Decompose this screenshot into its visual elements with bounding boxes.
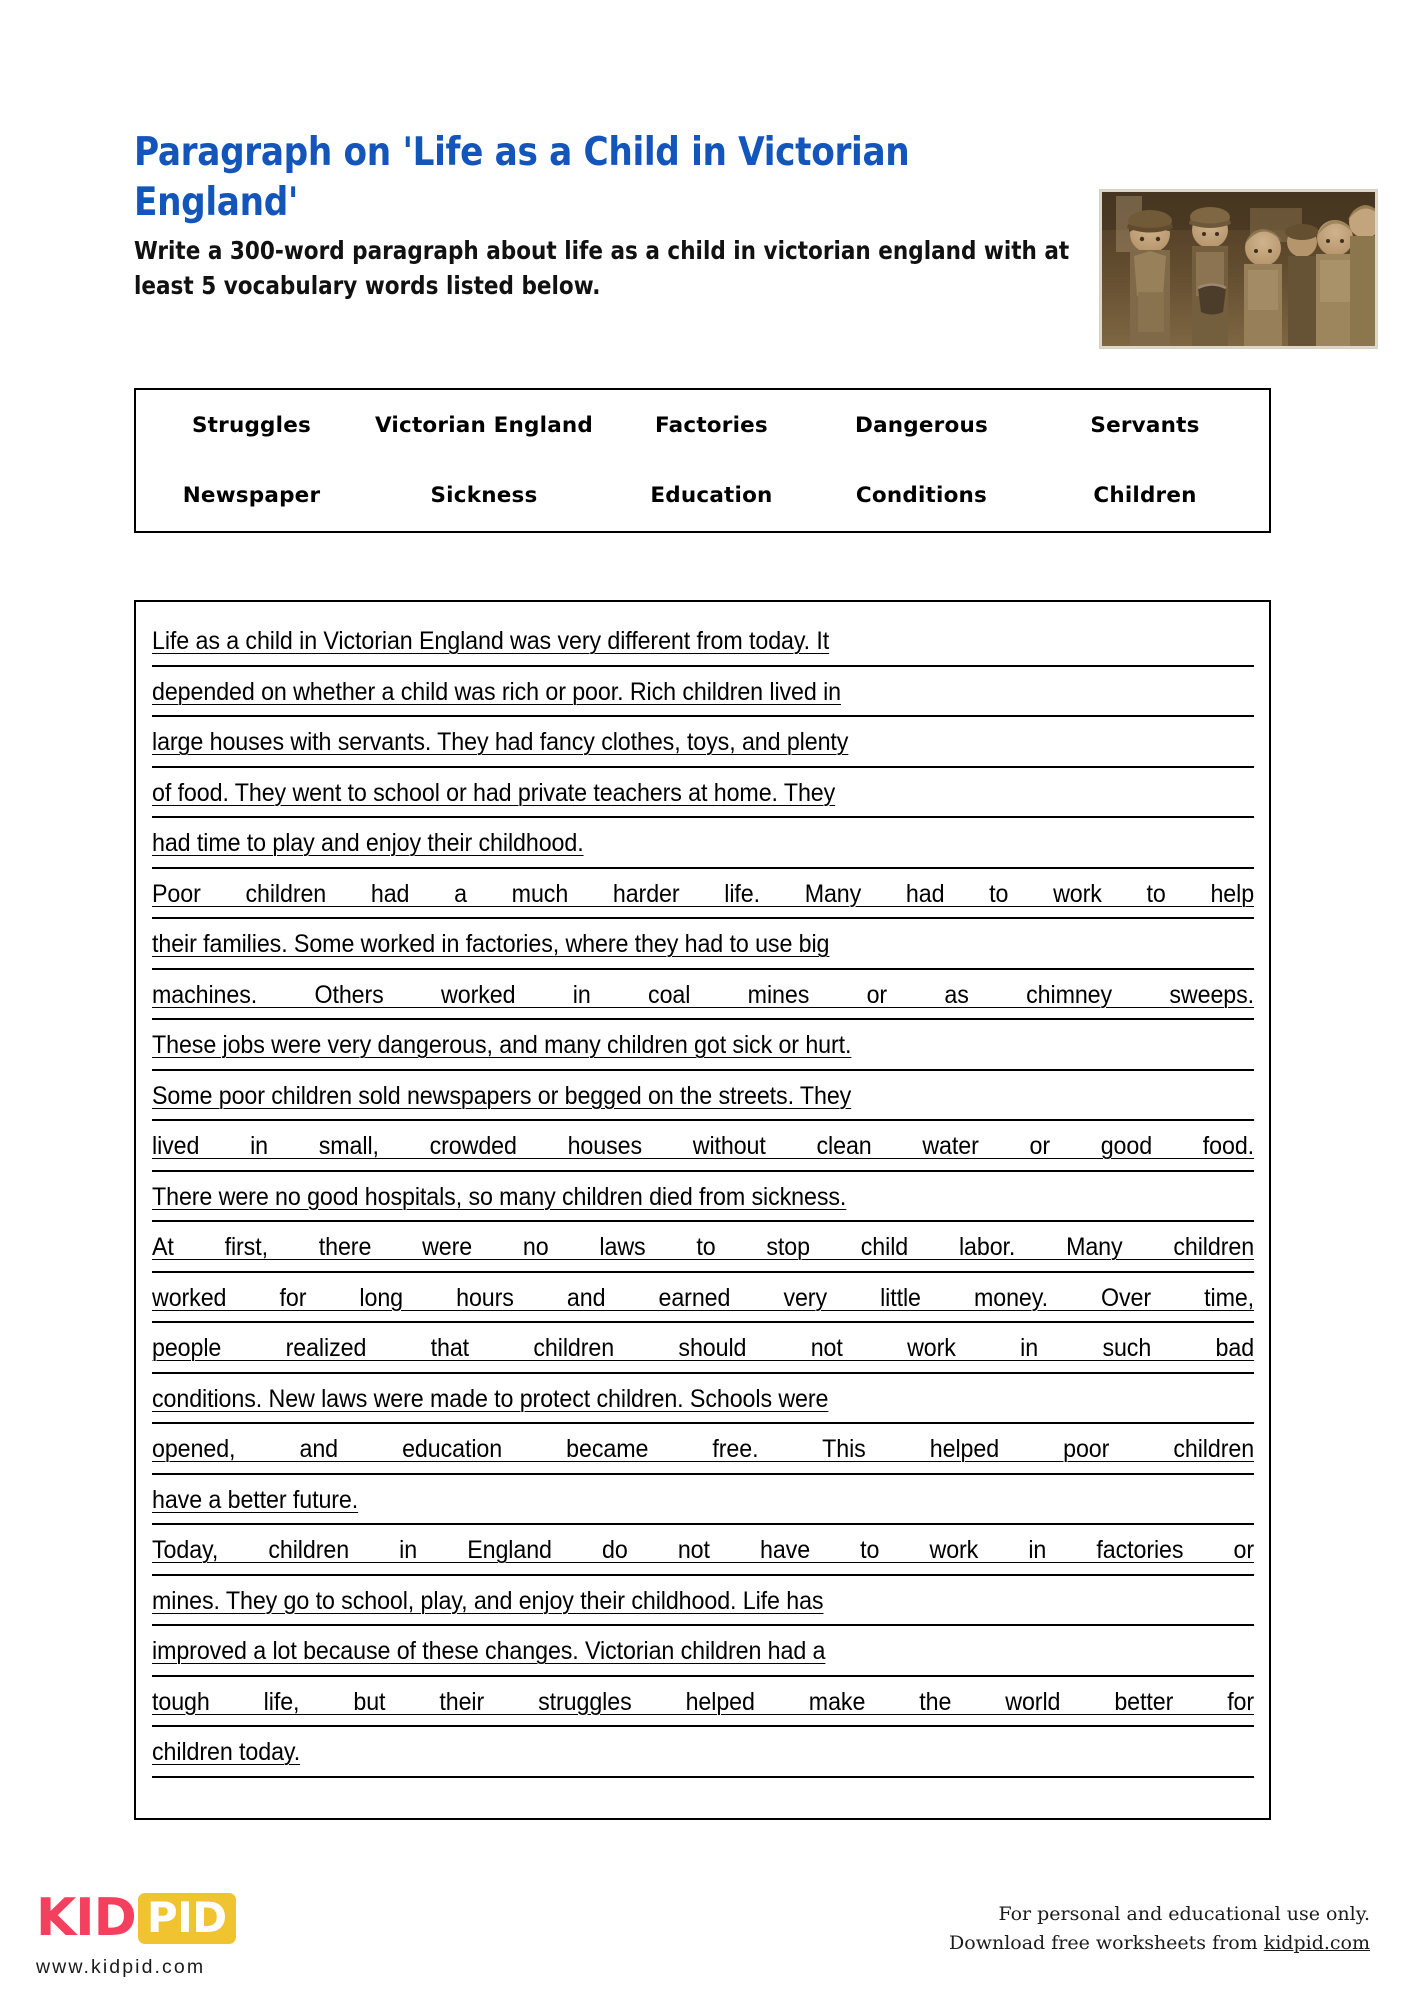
- paragraph-line: depended on whether a child was rich or poor. Rich children lived in: [152, 667, 1254, 718]
- paragraph-line: their families. Some worked in factories, where they had to use big: [152, 919, 1254, 970]
- paragraph-line: have a better future.: [152, 1475, 1254, 1526]
- header-text-block: [134, 128, 1084, 303]
- footer-note-prefix: Download free worksheets from: [949, 1932, 1264, 1955]
- paragraph-line: large houses with servants. They had fancy clothes, toys, and plenty: [152, 717, 1254, 768]
- paragraph-line: children today.: [152, 1727, 1254, 1778]
- paragraph-line: Some poor children sold newspapers or begged on the streets. They: [152, 1071, 1254, 1122]
- victorian-children-photo: [1100, 190, 1377, 348]
- vocabulary-word: Factories: [655, 412, 768, 438]
- paragraph-line: lived in small, crowded houses without clean water or good food.: [152, 1121, 1254, 1172]
- vocabulary-word: Children: [1093, 483, 1197, 509]
- vocabulary-word: Victorian England: [374, 412, 594, 438]
- vocabulary-word: Struggles: [191, 412, 311, 438]
- vocabulary-word-bank: [134, 388, 1271, 533]
- photo-illustration: [1100, 190, 1377, 348]
- vocabulary-word: Education: [650, 483, 773, 509]
- paragraph-line: At first, there were no laws to stop child labor. Many children: [152, 1222, 1254, 1273]
- paragraph-line: There were no good hospitals, so many children died from sickness.: [152, 1172, 1254, 1223]
- page-footer: [0, 1880, 1414, 2000]
- vocabulary-row-2: [136, 461, 1269, 532]
- vocabulary-word: Conditions: [855, 483, 988, 509]
- paragraph-text: [152, 616, 1254, 1778]
- paragraph-line: machines. Others worked in coal mines or as chimney sweeps.: [152, 970, 1254, 1021]
- vocabulary-word: Sickness: [430, 483, 538, 509]
- vocabulary-word: Newspaper: [182, 483, 321, 509]
- paragraph-line: Poor children had a much harder life. Many had to work to help: [152, 869, 1254, 920]
- kidpid-link[interactable]: kidpid.com: [1263, 1932, 1370, 1955]
- paragraph-line: mines. They go to school, play, and enjoy their childhood. Life has: [152, 1576, 1254, 1627]
- footer-usage-note: [949, 1900, 1370, 1959]
- paragraph-line: improved a lot because of these changes. Victorian children had a: [152, 1626, 1254, 1677]
- kidpid-logo: [36, 1890, 236, 1979]
- paragraph-line: Today, children in England do not have to work in factories or: [152, 1525, 1254, 1576]
- vocabulary-word: Servants: [1090, 412, 1200, 438]
- paragraph-line: of food. They went to school or had private teachers at home. They: [152, 768, 1254, 819]
- footer-note-line1: For personal and educational use only.: [998, 1903, 1370, 1925]
- paragraph-line: worked for long hours and earned very little money. Over time,: [152, 1273, 1254, 1324]
- logo-kid-text: KID: [36, 1888, 136, 1948]
- paragraph-line: conditions. New laws were made to protect children. Schools were: [152, 1374, 1254, 1425]
- logo-website-url: www.kidpid.com: [36, 1956, 206, 1978]
- paragraph-line: These jobs were very dangerous, and many children got sick or hurt.: [152, 1020, 1254, 1071]
- paragraph-line: Life as a child in Victorian England was very different from today. It: [152, 616, 1254, 667]
- paragraph-line: opened, and education became free. This helped poor children: [152, 1424, 1254, 1475]
- paragraph-line: tough life, but their struggles helped make the world better for: [152, 1677, 1254, 1728]
- answer-paragraph-box: [134, 600, 1271, 1820]
- paragraph-line: people realized that children should not work in such bad: [152, 1323, 1254, 1374]
- footer-note-line2: [949, 1929, 1370, 1958]
- instruction-text: Write a 300-word paragraph about life as a child in victorian england with at least 5 vocabulary words listed below.: [134, 235, 1070, 300]
- vocabulary-word: Dangerous: [855, 412, 988, 438]
- vocabulary-row-1: [136, 390, 1269, 461]
- page-title: Paragraph on 'Life as a Child in Victorian England': [134, 130, 910, 225]
- paragraph-line: had time to play and enjoy their childhood.: [152, 818, 1254, 869]
- logo-pid-text: PID: [138, 1893, 236, 1944]
